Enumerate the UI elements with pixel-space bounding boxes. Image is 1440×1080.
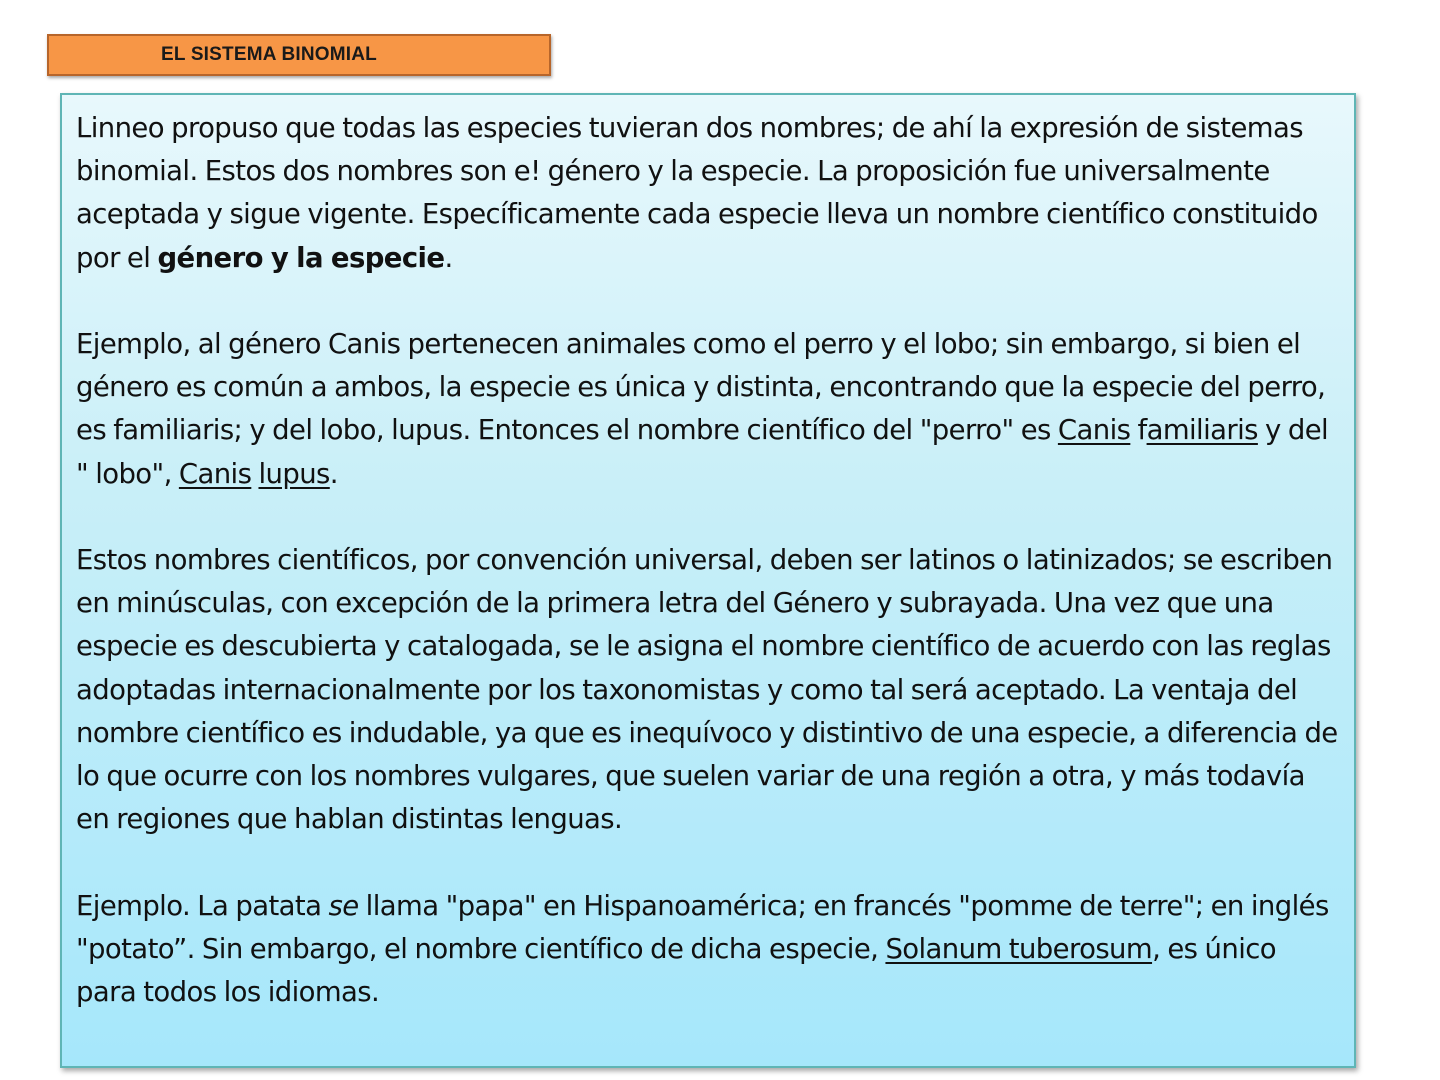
section-title: EL SISTEMA BINOMIAL [161, 44, 377, 65]
italic-word: se [328, 889, 359, 922]
section-title-banner [47, 34, 551, 76]
underlined-genus: Canis [1057, 414, 1131, 447]
paragraph-intro: Linneo propuso que todas las especies tuvieran dos nombres; de ahí la expresión de sistemas binomial. Estos dos nombres son e! género y la especie. La proposición fue universalmente aceptada y sigue vigente. Específicamente cada especie lleva un nombre científico constituido por el género y la especie. [76, 112, 1318, 274]
paragraph-conventions: Estos nombres científicos, por convención universal, deben ser latinos o latinizados; se escriben en minúsculas, con excepción de la primera letra del Género y subrayada. Una vez que una especie es descubierta y catalogada, se le asigna el nombre científico de acuerdo con las reglas adoptadas internacionalmente por los taxonomistas y como tal será aceptado. La ventaja del nombre científico es indudable, ya que es inequívoco y distintivo de una especie, a diferencia de lo que ocurre con los nombres vulgares, que suelen variar de una región a otra, y más todavía en regiones que hablan distintas lenguas. [76, 544, 1338, 836]
underlined-genus: Canis [178, 457, 252, 490]
underlined-species: amiliaris [1146, 414, 1258, 447]
content-panel [60, 93, 1356, 1068]
underlined-species: lupus [258, 457, 330, 490]
underlined-scientific-name: Solanum tuberosum [885, 932, 1153, 965]
paragraph-canis-example: Ejemplo, al género Canis pertenecen animales como el perro y el lobo; sin embargo, si bien el género es común a ambos, la especie es única y distinta, encontrando que la especie del perro, es familiaris; y del lobo, lupus. Entonces el nombre científico del "perro" es Canis familiaris y del " lobo", Canis lupus. [76, 328, 1329, 490]
paragraph-potato-example: Ejemplo. La patata se llama "papa" en Hispanoamérica; en francés "pomme de terre"; en inglés "potato”. Sin embargo, el nombre científico de dicha especie, Solanum tuberosum, es único para todos los idiomas. [76, 889, 1329, 1009]
bold-term: género y la especie [157, 241, 445, 274]
